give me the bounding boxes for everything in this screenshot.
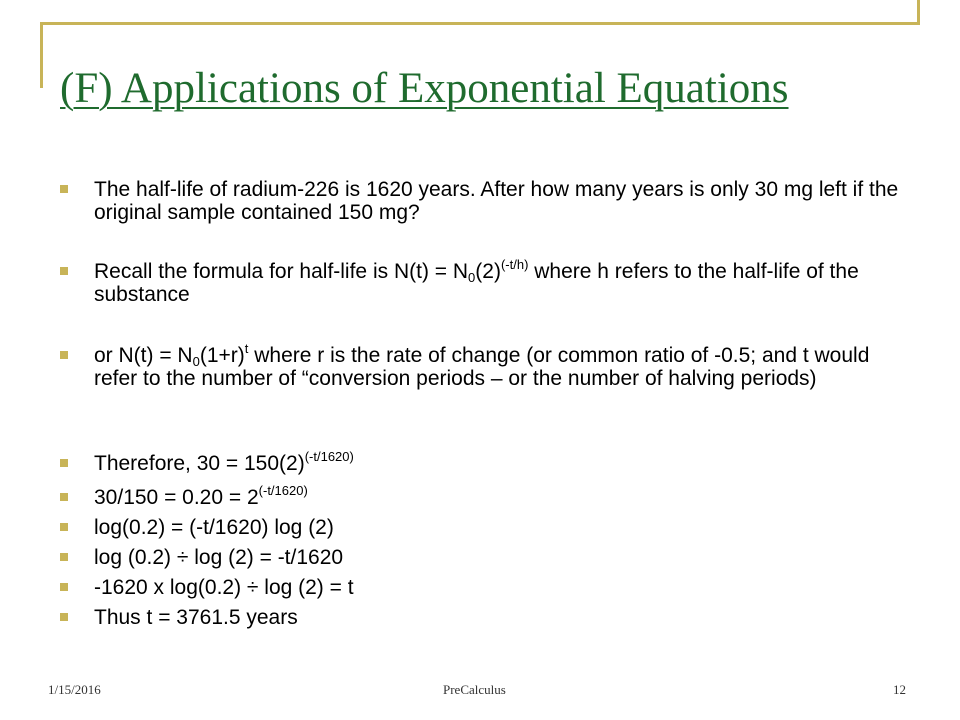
bullet-square-icon <box>60 553 68 561</box>
superscript-text: (-t/1620) <box>258 483 308 498</box>
frame-top-line <box>40 22 920 25</box>
superscript-text: (-t/h) <box>500 257 529 272</box>
text-run: The half-life of radium-226 is 1620 years. After how many years is only 30 mg left if the original sample contained 150 mg? <box>94 178 899 224</box>
bullet-square-icon <box>60 493 68 501</box>
bullet-text <box>94 449 914 475</box>
slide-title: (F) Applications of Exponential Equations <box>60 65 789 112</box>
bullet-text <box>94 546 914 569</box>
bullet-text <box>94 257 914 306</box>
text-run: (2) <box>475 260 501 283</box>
bullet-text <box>94 606 914 629</box>
superscript-text: (-t/1620) <box>304 449 354 464</box>
bullet-square-icon <box>60 459 68 467</box>
bullet-text <box>94 341 914 390</box>
text-run: log(0.2) = (-t/1620) log (2) <box>94 516 334 539</box>
bullet-square-icon <box>60 185 68 193</box>
bullet-square-icon <box>60 613 68 621</box>
text-run: Thus t = 3761.5 years <box>94 606 298 629</box>
frame-right-line <box>917 0 920 22</box>
text-run: 30/150 = 0.20 = 2 <box>94 486 259 509</box>
subscript-text: 0 <box>192 354 200 369</box>
text-run: where r is the rate of change (or common ratio of -0.5; and t would refer to the number of “conversion periods – or the number of halving periods) <box>94 344 870 390</box>
frame-left-line <box>40 22 43 88</box>
text-run: Recall the formula for half-life is N(t) = N <box>94 260 469 283</box>
text-run: or N(t) = N <box>94 344 193 367</box>
footer-page-number: 12 <box>893 682 906 697</box>
footer-date: 1/15/2016 <box>48 682 101 697</box>
bullet-square-icon <box>60 267 68 275</box>
subscript-text: 0 <box>468 270 476 285</box>
bullet-square-icon <box>60 351 68 359</box>
text-run: log (0.2) ÷ log (2) = -t/1620 <box>94 546 344 569</box>
text-run: -1620 x log(0.2) ÷ log (2) = t <box>94 576 354 599</box>
superscript-text: t <box>244 341 249 356</box>
text-run: Therefore, 30 = 150(2) <box>94 452 305 475</box>
text-run: (1+r) <box>199 344 245 367</box>
footer-course: PreCalculus <box>443 682 506 697</box>
bullet-text <box>94 483 914 509</box>
text-run: where h refers to the half-life of the substance <box>94 260 859 306</box>
bullet-text <box>94 178 914 224</box>
bullet-text <box>94 576 914 599</box>
bullet-square-icon <box>60 583 68 591</box>
bullet-square-icon <box>60 523 68 531</box>
bullet-text <box>94 516 914 539</box>
